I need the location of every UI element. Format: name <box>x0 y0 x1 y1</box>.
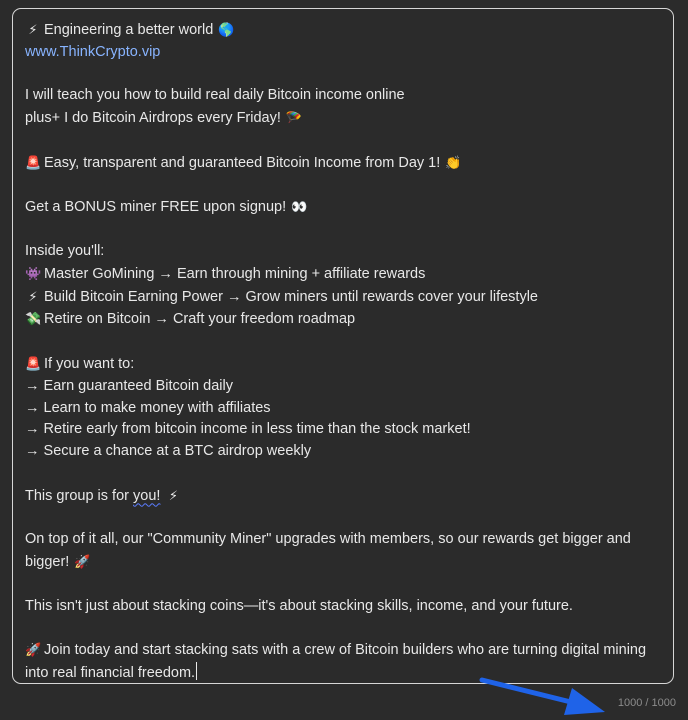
description-text <box>25 19 661 685</box>
website-link[interactable]: www.ThinkCrypto.vip <box>25 43 161 60</box>
spellcheck-word[interactable]: you! <box>133 487 161 504</box>
character-counter: 1000 / 1000 <box>617 697 676 709</box>
blank-line <box>25 574 661 596</box>
eyes-icon: 👀 <box>291 199 308 215</box>
blank-line <box>25 175 661 197</box>
money-wings-icon: 💸 <box>25 311 42 327</box>
blank-line <box>25 64 661 86</box>
text-line: → Learn to make money with affiliates <box>25 399 271 416</box>
text-line: into real financial freedom. <box>25 662 661 685</box>
text-line: 👾 Master GoMining → Earn through mining + affiliate rewards <box>25 263 661 286</box>
blank-line <box>25 219 661 241</box>
text-line: → Retire early from bitcoin income in less time than the stock market! <box>25 421 471 438</box>
blank-line <box>25 331 661 353</box>
parachute-icon: 🪂 <box>285 110 303 126</box>
clapping-hands-icon: 👏 <box>445 154 462 170</box>
text-line: → Earn guaranteed Bitcoin daily <box>25 377 233 394</box>
blank-line <box>25 463 661 485</box>
text-line: 💸 Retire on Bitcoin → Craft your freedom roadmap <box>25 308 661 331</box>
rocket-icon: 🚀 <box>74 554 91 570</box>
text-line: Get a BONUS miner FREE upon signup! 👀 <box>25 196 661 219</box>
arrow-icon <box>478 670 608 715</box>
lightning-icon: ⚡ <box>28 288 38 304</box>
lightning-icon: ⚡ <box>168 487 178 503</box>
rocket-icon: 🚀 <box>25 642 42 658</box>
lightning-icon: ⚡ <box>28 22 38 37</box>
blank-line <box>25 508 661 530</box>
siren-icon: 🚨 <box>25 355 42 371</box>
alien-monster-icon: 👾 <box>25 265 42 281</box>
text-line: bigger! 🚀 <box>25 551 661 574</box>
text-line: 🚨 If you want to: <box>25 353 661 376</box>
blank-line <box>25 618 661 640</box>
text-line: 🚨 Easy, transparent and guaranteed Bitcoin Income from Day 1! 👏 <box>25 152 661 175</box>
text-line: ⚡ Engineering a better world 🌎 <box>25 19 661 42</box>
text-line: → Secure a chance at a BTC airdrop weekly <box>25 443 312 460</box>
description-textarea[interactable] <box>12 8 674 684</box>
text-line: plus+ I do Bitcoin Airdrops every Friday! 🪂 <box>25 107 661 130</box>
siren-icon: 🚨 <box>25 154 42 170</box>
text-line: On top of it all, our "Community Miner" upgrades with members, so our rewards get bigger and <box>25 531 631 548</box>
blank-line <box>25 130 661 152</box>
globe-icon: 🌎 <box>218 22 235 37</box>
text-line: ⚡ Build Bitcoin Earning Power → Grow miners until rewards cover your lifestyle <box>25 286 661 309</box>
text-line: This group is for you! ⚡ <box>25 485 661 508</box>
text-line: 🚀 Join today and start stacking sats with a crew of Bitcoin builders who are turning digital mining <box>25 639 661 662</box>
text-line: This isn't just about stacking coins—it's about stacking skills, income, and your future. <box>25 597 573 614</box>
text-line: Inside you'll: <box>25 242 105 259</box>
text-cursor <box>196 662 197 680</box>
text-line: I will teach you how to build real daily Bitcoin income online <box>25 87 405 104</box>
